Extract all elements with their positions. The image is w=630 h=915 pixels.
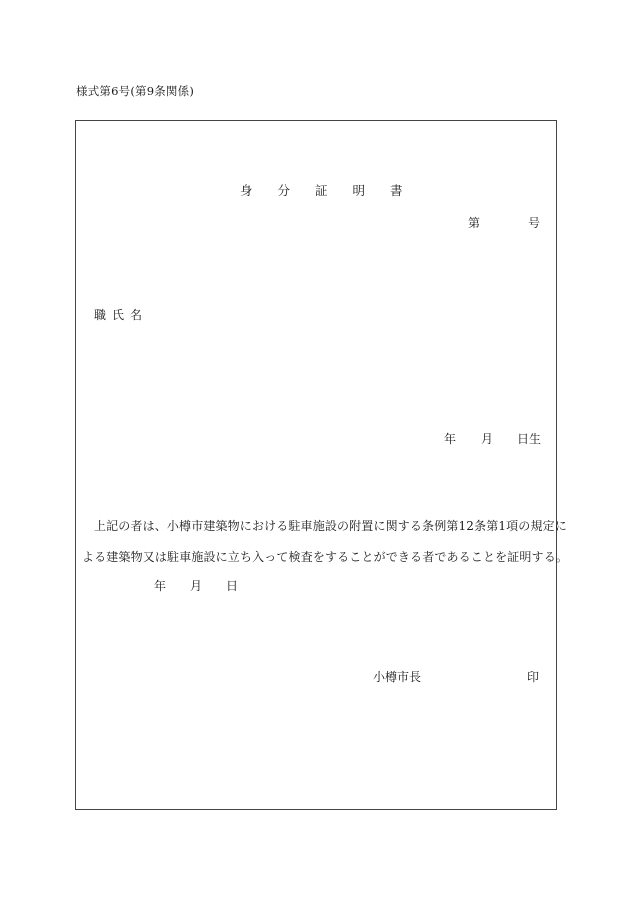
seal-label: 印 (527, 670, 540, 684)
certification-text-line-1: 上記の者は、小樽市建築物における駐車施設の附置に関する条例第12条第1項の規定に (94, 519, 567, 533)
birth-month-label: 月 (481, 432, 494, 446)
certificate-frame (75, 120, 569, 810)
issue-day-label: 日 (226, 579, 239, 593)
form-number-label: 様式第6号(第9条関係) (76, 84, 195, 98)
certification-text-line-2: よる建築物又は駐車施設に立ち入って検査をすることができる者であることを証明する。 (82, 550, 569, 564)
issue-month-label: 月 (190, 579, 203, 593)
certificate-number-prefix: 第 (468, 216, 481, 230)
birth-day-label: 日生 (517, 432, 542, 446)
certificate-title: 身分証明書 (240, 183, 428, 198)
certificate-number-suffix: 号 (528, 216, 541, 230)
issue-year-label: 年 (154, 579, 167, 593)
position-name-label: 職氏名 (94, 308, 149, 322)
birth-year-label: 年 (444, 432, 457, 446)
issuer-name: 小樽市長 (373, 670, 422, 684)
